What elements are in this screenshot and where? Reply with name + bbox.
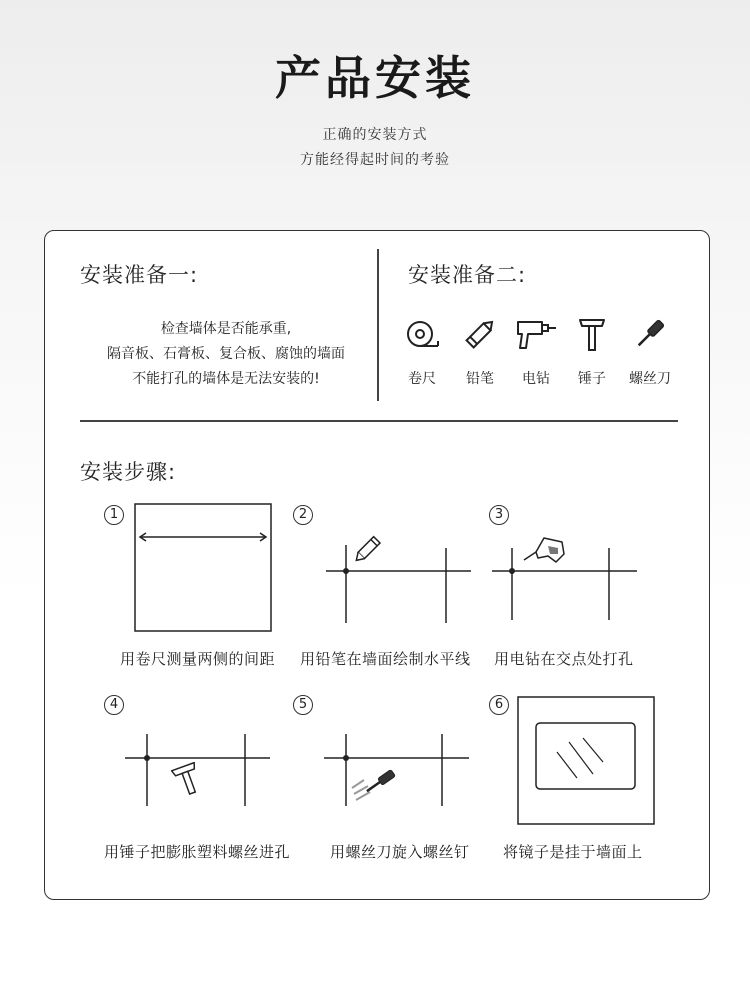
prep1-line-1: 检查墙体是否能承重, — [160, 321, 292, 337]
step-2-pencil-illustration — [326, 530, 471, 625]
step-6-number: 6 — [489, 695, 509, 715]
tool-hammer — [562, 316, 622, 388]
electric-drill-icon — [514, 316, 558, 352]
step-5-number: 5 — [293, 695, 313, 715]
step-6-mirror-illustration — [517, 696, 657, 826]
pencil-icon — [460, 316, 500, 352]
tool-label: 电钻 — [522, 371, 550, 387]
step-5-caption: 用螺丝刀旋入螺丝钉 — [330, 843, 470, 861]
step-6-caption: 将镜子是挂于墙面上 — [503, 843, 643, 861]
tool-label: 螺丝刀 — [629, 371, 671, 387]
prep1-heading: 安装准备一: — [80, 263, 199, 287]
tool-electric-drill — [506, 316, 566, 388]
screwdriver-icon — [630, 316, 670, 352]
subtitle-line-1: 正确的安装方式 — [322, 127, 428, 143]
step-1-number: 1 — [104, 505, 124, 525]
tape-measure-icon — [402, 316, 442, 352]
step-3-number: 3 — [489, 505, 509, 525]
prep1-line-2: 隔音板、石膏板、复合板、腐蚀的墙面 — [107, 346, 345, 362]
step-1-caption: 用卷尺测量两侧的间距 — [120, 650, 276, 668]
step-3-drill-illustration — [492, 530, 637, 625]
tool-label: 铅笔 — [466, 371, 494, 387]
prep2-heading: 安装准备二: — [408, 263, 527, 287]
prep1-line-3: 不能打孔的墙体是无法安装的! — [132, 371, 320, 387]
step-4-hammer-illustration — [125, 730, 270, 808]
tool-label: 卷尺 — [408, 371, 436, 387]
horizontal-divider — [80, 420, 678, 422]
vertical-divider — [377, 249, 379, 401]
step-4-number: 4 — [104, 695, 124, 715]
step-4-caption: 用锤子把膨胀塑料螺丝进孔 — [104, 843, 291, 861]
step-5-screwdriver-illustration — [324, 730, 469, 808]
tool-pencil — [450, 316, 510, 388]
step-3-caption: 用电钻在交点处打孔 — [494, 650, 634, 668]
tool-label: 锤子 — [578, 371, 606, 387]
page-title: 产品安装 — [275, 51, 475, 105]
step-2-number: 2 — [293, 505, 313, 525]
hammer-icon — [572, 316, 612, 352]
subtitle-line-2: 方能经得起时间的考验 — [300, 152, 450, 168]
step-1-measure-illustration — [134, 503, 274, 633]
tool-screwdriver — [620, 316, 680, 388]
steps-heading: 安装步骤: — [80, 460, 177, 484]
tool-tape-measure — [392, 316, 452, 388]
step-2-caption: 用铅笔在墙面绘制水平线 — [300, 650, 471, 668]
